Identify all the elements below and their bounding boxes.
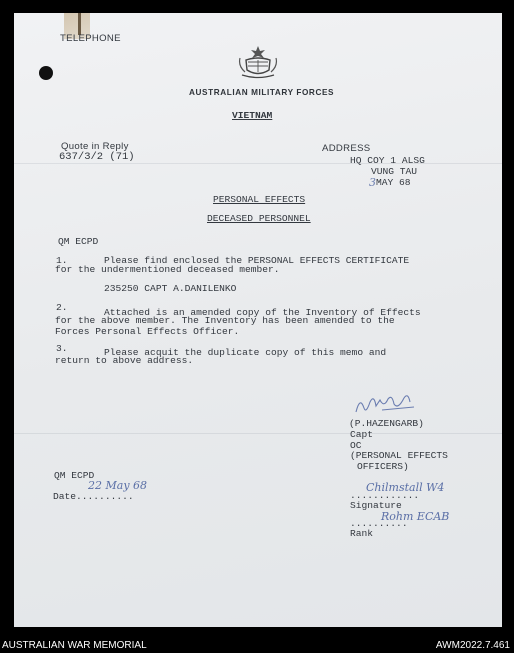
signatory-unit-2: OFFICERS): [357, 461, 409, 472]
telephone-label: TELEPHONE: [60, 33, 121, 44]
deceased-member: 235250 CAPT A.DANILENKO: [104, 283, 237, 294]
ack-date-handwritten: 22 May 68: [88, 479, 148, 492]
paragraph-continuation: for the above member. The Inventory has been amended to the Forces Personal Effects Officer.: [55, 315, 395, 337]
date-day-handwritten: 3: [369, 176, 376, 189]
date-month-year: MAY 68: [376, 177, 411, 188]
address-line-2: VUNG TAU: [371, 166, 418, 177]
subject-line-1: PERSONAL EFFECTS: [213, 194, 306, 205]
fold-line: [14, 433, 502, 434]
coat-of-arms-emblem: [236, 44, 280, 80]
ack-rank-label: Rank: [350, 528, 374, 539]
paragraph-text: Attached is an amended copy of the Inventory of Effects: [104, 307, 421, 318]
paragraph-number: 2.: [56, 302, 68, 313]
subject-line-2: DECEASED PERSONNEL: [207, 213, 311, 224]
punch-hole: [39, 66, 53, 80]
tape-stain: [78, 13, 81, 35]
signature-scribble: [352, 390, 422, 418]
address-label: ADDRESS: [322, 143, 371, 154]
ack-signature-dots: ............: [350, 490, 420, 501]
reference-number: 637/3/2 (71): [59, 151, 135, 163]
ack-addressee: QM ECPD: [54, 470, 95, 481]
paragraph-continuation: return to above address.: [55, 355, 194, 366]
quote-label: Quote in Reply: [61, 141, 129, 152]
paragraph-text: Please acquit the duplicate copy of this memo and: [104, 347, 387, 358]
paragraph-continuation: for the undermentioned deceased member.: [55, 264, 280, 275]
signatory-name: (P.HAZENGARB): [349, 418, 424, 429]
paragraph-text: Please find enclosed the PERSONAL EFFECTS CERTIFICATE: [104, 255, 410, 266]
signatory-unit-1: (PERSONAL EFFECTS: [350, 450, 448, 461]
footer-institution: AUSTRALIAN WAR MEMORIAL: [2, 640, 147, 651]
organisation-heading: AUSTRALIAN MILITARY FORCES: [189, 88, 335, 97]
ack-signature-label: Signature: [350, 500, 402, 511]
ack-signature-handwritten: Chilmstall W4: [366, 481, 445, 494]
signatory-rank: Capt: [350, 429, 374, 440]
paragraph-number: 1.: [56, 255, 68, 266]
fold-line: [14, 163, 502, 164]
signatory-role: OC: [350, 440, 362, 451]
ack-date-label: Date..........: [53, 491, 134, 502]
footer-accession-number: AWM2022.7.461: [435, 640, 510, 651]
paragraph-number: 3.: [56, 343, 68, 354]
ack-rank-dots: ..........: [350, 518, 408, 529]
location-heading: VIETNAM: [232, 110, 273, 121]
addressee: QM ECPD: [58, 236, 99, 247]
address-line-1: HQ COY 1 ALSG: [350, 155, 425, 166]
ack-rank-handwritten: Rohm ECAB: [381, 510, 450, 523]
